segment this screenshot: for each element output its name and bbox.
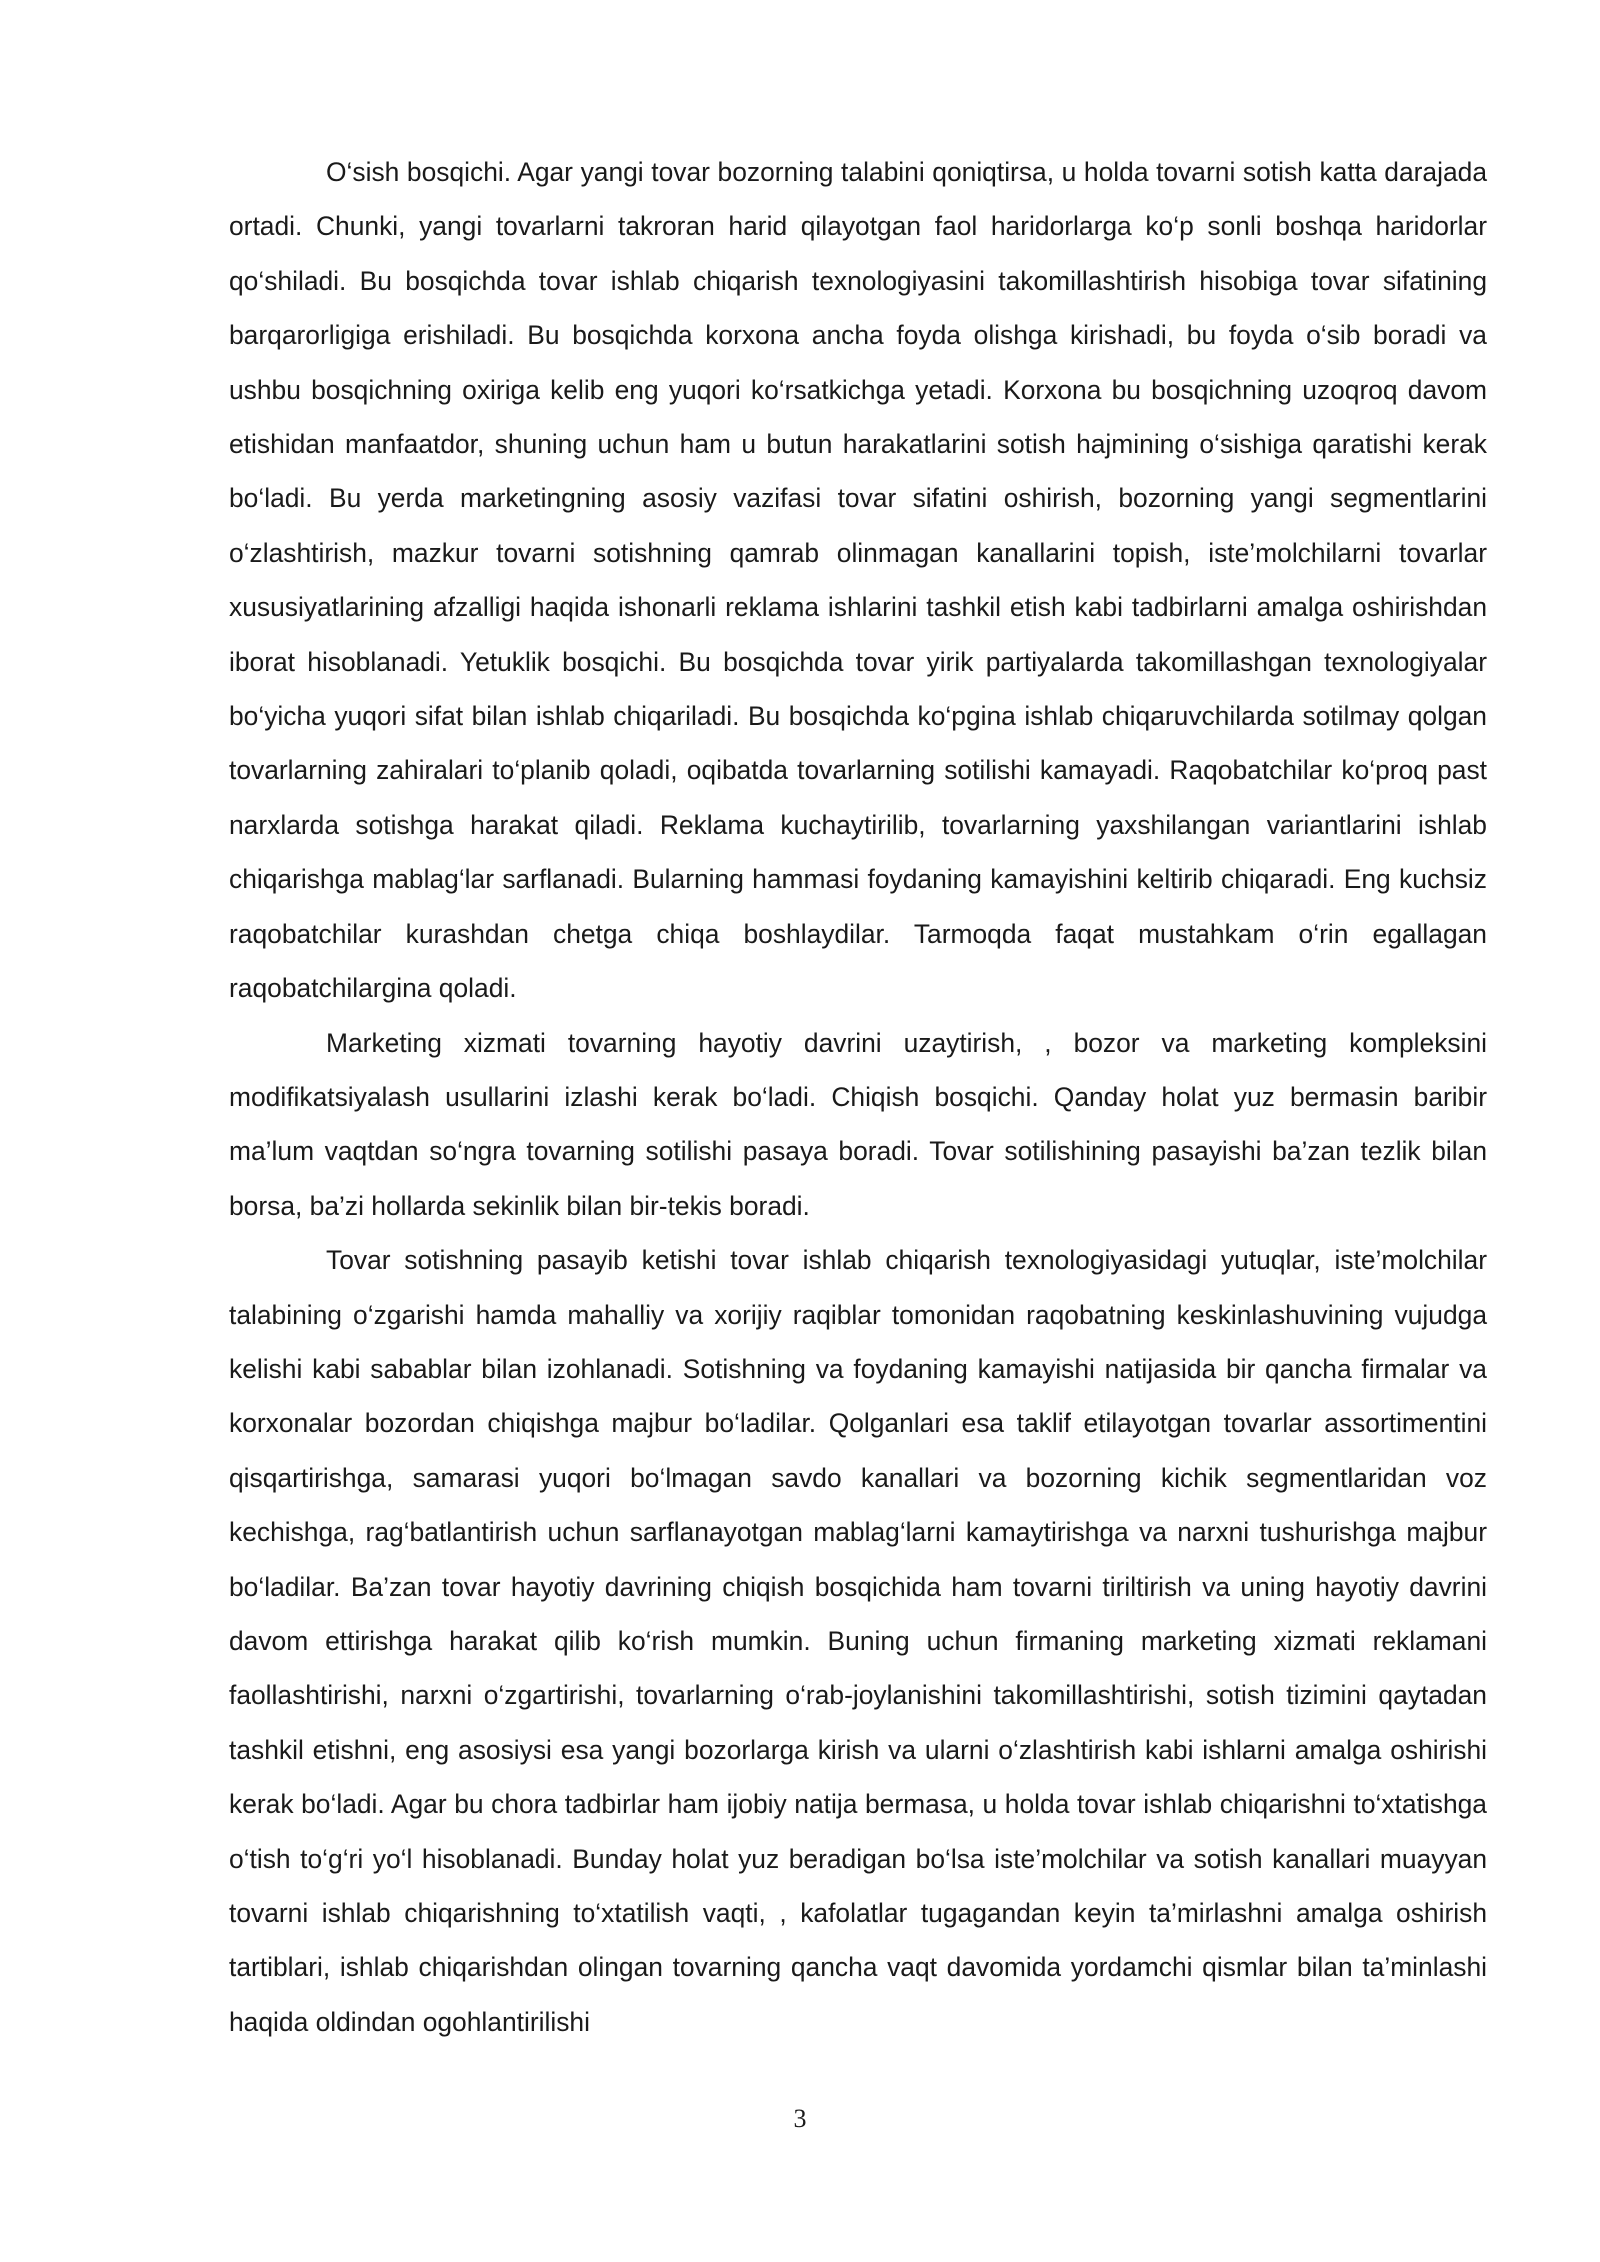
paragraph-1: O‘sish bosqichi. Agar yangi tovar bozorning talabini qoniqtirsa, u holda tovarni sotish katta darajada ortadi. Chunki, yangi tovarlarni takroran harid qilayotgan faol haridorlarga ko‘p sonli boshqa haridorlar qo‘shiladi. Bu bosqichda tovar ishlab chiqarish texnologiyasini takomillashtirish hisobiga tovar sifatining barqarorligiga erishiladi. Bu bosqichda korxona ancha foyda olishga kirishadi, bu foyda o‘sib boradi va ushbu bosqichning oxiriga kelib eng yuqori ko‘rsatkichga yetadi. Korxona bu bosqichning uzoqroq davom etishidan manfaatdor, shuning uchun ham u butun harakatlarini sotish hajmining o‘sishiga qaratishi kerak bo‘ladi. Bu yerda marketingning asosiy vazifasi tovar sifatini oshirish, bozorning yangi segmentlarini o‘zlashtirish, mazkur tovarni sotishning qamrab olinmagan kanallarini topish, iste’molchilarni tovarlar xususiyatlarining afzalligi haqida ishonarli reklama ishlarini tashkil etish kabi tadbirlarni amalga oshirishdan iborat hisoblanadi. Yetuklik bosqichi. Bu bosqichda tovar yirik partiyalarda takomillashgan texnologiyalar bo‘yicha yuqori sifat bilan ishlab chiqariladi. Bu bosqichda ko‘pgina ishlab chiqaruvchilarda sotilmay qolgan tovarlarning zahiralari to‘planib qoladi, oqibatda tovarlarning sotilishi kamayadi. Raqobatchilar ko‘proq past narxlarda sotishga harakat qiladi. Reklama kuchaytirilib, tovarlarning yaxshilangan variantlarini ishlab chiqarishga mablag‘lar sarflanadi. Bularning hammasi foydaning kamayishini keltirib chiqaradi. Eng kuchsiz raqobatchilar kurashdan chetga chiqa boshlaydilar. Tarmoqda faqat mustahkam o‘rin egallagan raqobatchilargina qoladi.: [229, 157, 1487, 1004]
page-number: 3: [793, 2104, 807, 2133]
paragraph-2: Marketing xizmati tovarning hayotiy davrini uzaytirish, , bozor va marketing kompleksini modifikatsiyalash usullarini izlashi kerak bo‘ladi. Chiqish bosqichi. Qanday holat yuz bermasin baribir ma’lum vaqtdan so‘ngra tovarning sotilishi pasaya boradi. Tovar sotilishining pasayishi ba’zan tezlik bilan borsa, ba’zi hollarda sekinlik bilan bir-tekis boradi.: [229, 1027, 1487, 1221]
paragraph-3: Tovar sotishning pasayib ketishi tovar ishlab chiqarish texnologiyasidagi yutuqlar, iste’molchilar talabining o‘zgarishi hamda mahalliy va xorijiy raqiblar tomonidan raqobatning keskinlashuvining vujudga kelishi kabi sabablar bilan izohlanadi. Sotishning va foydaning kamayishi natijasida bir qancha firmalar va korxonalar bozordan chiqishga majbur bo‘ladilar. Qolganlari esa taklif etilayotgan tovarlar assortimentini qisqartirishga, samarasi yuqori bo‘lmagan savdo kanallari va bozorning kichik segmentlaridan voz kechishga, rag‘batlantirish uchun sarflanayotgan mablag‘larni kamaytirishga va narxni tushurishga majbur bo‘ladilar. Ba’zan tovar hayotiy davrining chiqish bosqichida ham tovarni tiriltirish va uning hayotiy davrini davom ettirishga harakat qilib ko‘rish mumkin. Buning uchun firmaning marketing xizmati reklamani faollashtirishi, narxni o‘zgartirishi, tovarlarning o‘rab-joylanishini takomillashtirishi, sotish tizimini qaytadan tashkil etishni, eng asosiysi esa yangi bozorlarga kirish va ularni o‘zlashtirish kabi ishlarni amalga oshirishi kerak bo‘ladi. Agar bu chora tadbirlar ham ijobiy natija bermasa, u holda tovar ishlab chiqarishni to‘xtatishga o‘tish to‘g‘ri yo‘l hisoblanadi. Bunday holat yuz beradigan bo‘lsa iste’molchilar va sotish kanallari muayyan tovarni ishlab chiqarishning to‘xtatilish vaqti, , kafolatlar tugagandan keyin ta’mirlashni amalga oshirish tartiblari, ishlab chiqarishdan olingan tovarning qancha vaqt davomida yordamchi qismlar bilan ta’minlashi haqida oldindan ogohlantirilishi: [229, 1245, 1487, 2037]
body-text: [229, 145, 1487, 2049]
